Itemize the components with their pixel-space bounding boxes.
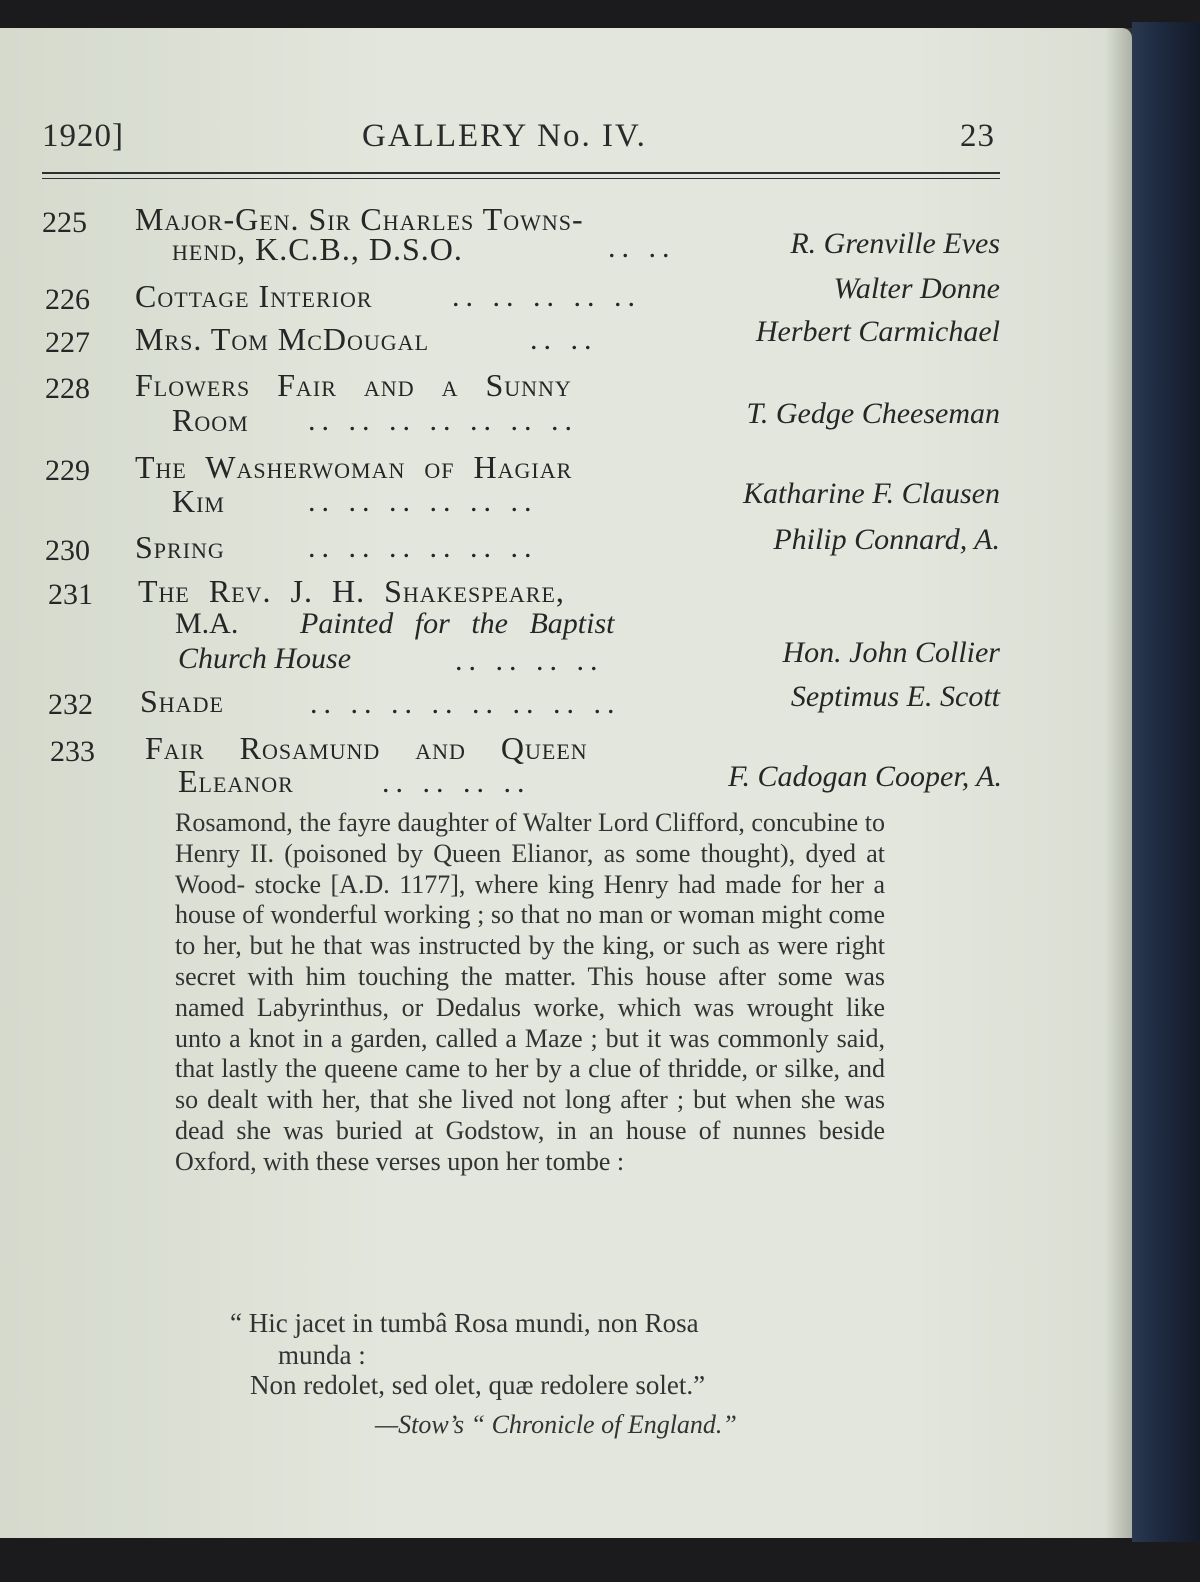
page-gutter-shadow [1105,28,1132,1538]
quotation-source: —Stow’s “ Chronicle of England.” [375,1410,737,1439]
leader-dots: .. .. .. .. .. .. .. .. [310,687,621,720]
entry-number: 232 [48,688,93,721]
entry-artist: R. Grenville Eves [790,227,1000,260]
entry-title: Flowers Fair and a Sunny [135,367,572,403]
leader-dots: .. .. .. .. .. .. [308,531,538,564]
header-rule [42,172,1000,174]
entry-title: The Washerwoman of Hagiar [135,449,573,485]
verse-line-1-cont: munda : [278,1340,366,1370]
entry-artist: Walter Donne [833,272,1000,305]
entry-number: 233 [50,735,95,768]
entry-title: Cottage Interior [135,278,373,314]
leader-dots: .. .. [608,231,676,264]
entry-description [175,808,885,1178]
page-number: 23 [960,118,995,154]
entry-title: The Rev. J. H. Shakespeare, [138,573,565,609]
running-head-year: 1920] [42,118,124,154]
verse-line-2: Non redolet, sed olet, quæ redolere solet.” [250,1370,706,1400]
leader-dots: .. .. .. .. .. [452,280,641,313]
entry-number: 229 [45,454,90,487]
entry-title: Spring [135,529,225,565]
description-text: Rosamond, the fayre daughter of Walter Lord Clifford, concubine to Henry II. (poisoned by Queen Elianor, as some thought), dyed at Wood- stocke [A.D. 1177], where king Henry had made for her a house of wonderful working ; so that no man or woman might come to her, but he that was instructed by the king, or such as were right secret with him touching the matter. This house after some was named Labyrinthus, or Dedalus worke, which was wrought like unto a knot in a garden, called a Maze ; but it was commonly said, that lastly the queene came to her by a clue of thridde, or silke, and so dealt with her, that she lived not long after ; but when she was dead she was buried at Godstow, in an house of nunnes beside Oxford, with these verses upon her tombe : [175,808,885,1176]
entry-number: 231 [48,578,93,611]
verse-line-1: “ Hic jacet in tumbâ Rosa mundi, non Rosa [230,1308,699,1338]
entry-number: 225 [42,206,87,239]
entry-number: 226 [45,283,90,316]
entry-title-cont: M.A. [175,607,239,640]
leader-dots: .. .. .. .. [382,766,531,799]
entry-artist: Herbert Carmichael [755,315,1000,348]
entry-artist: Philip Connard, A. [773,523,1000,556]
leader-dots: .. .. [530,323,598,356]
entry-artist: F. Cadogan Cooper, A. [728,760,1002,793]
entry-title: Major-Gen. Sir Charles Towns- [135,201,584,237]
entry-title: Mrs. Tom McDougal [135,321,430,357]
header-rule-thin [42,178,1000,179]
book-cover-edge [1132,22,1200,1542]
entry-artist: T. Gedge Cheeseman [746,397,1000,430]
entry-artist: Katharine F. Clausen [743,477,1000,510]
entry-note: Painted for the Baptist [300,607,615,640]
entry-title-cont: Eleanor [178,763,294,799]
leader-dots: .. .. .. .. [455,644,604,677]
entry-artist: Septimus E. Scott [790,680,1000,713]
leader-dots: .. .. .. .. .. .. [308,485,538,518]
entry-number: 230 [45,534,90,567]
entry-note-cont: Church House [178,642,352,675]
entry-title: Shade [140,683,224,719]
entry-artist: Hon. John Collier [782,636,1000,669]
entry-number: 227 [45,326,90,359]
entry-title: Fair Rosamund and Queen [145,730,588,766]
running-head-title: GALLERY No. IV. [362,118,647,154]
entry-title-cont: hend, K.C.B., D.S.O. [172,231,463,267]
entry-number: 228 [45,372,90,405]
entry-title-cont: Kim [172,483,225,519]
leader-dots: .. .. .. .. .. .. .. [308,404,578,437]
entry-title-cont: Room [172,402,249,438]
